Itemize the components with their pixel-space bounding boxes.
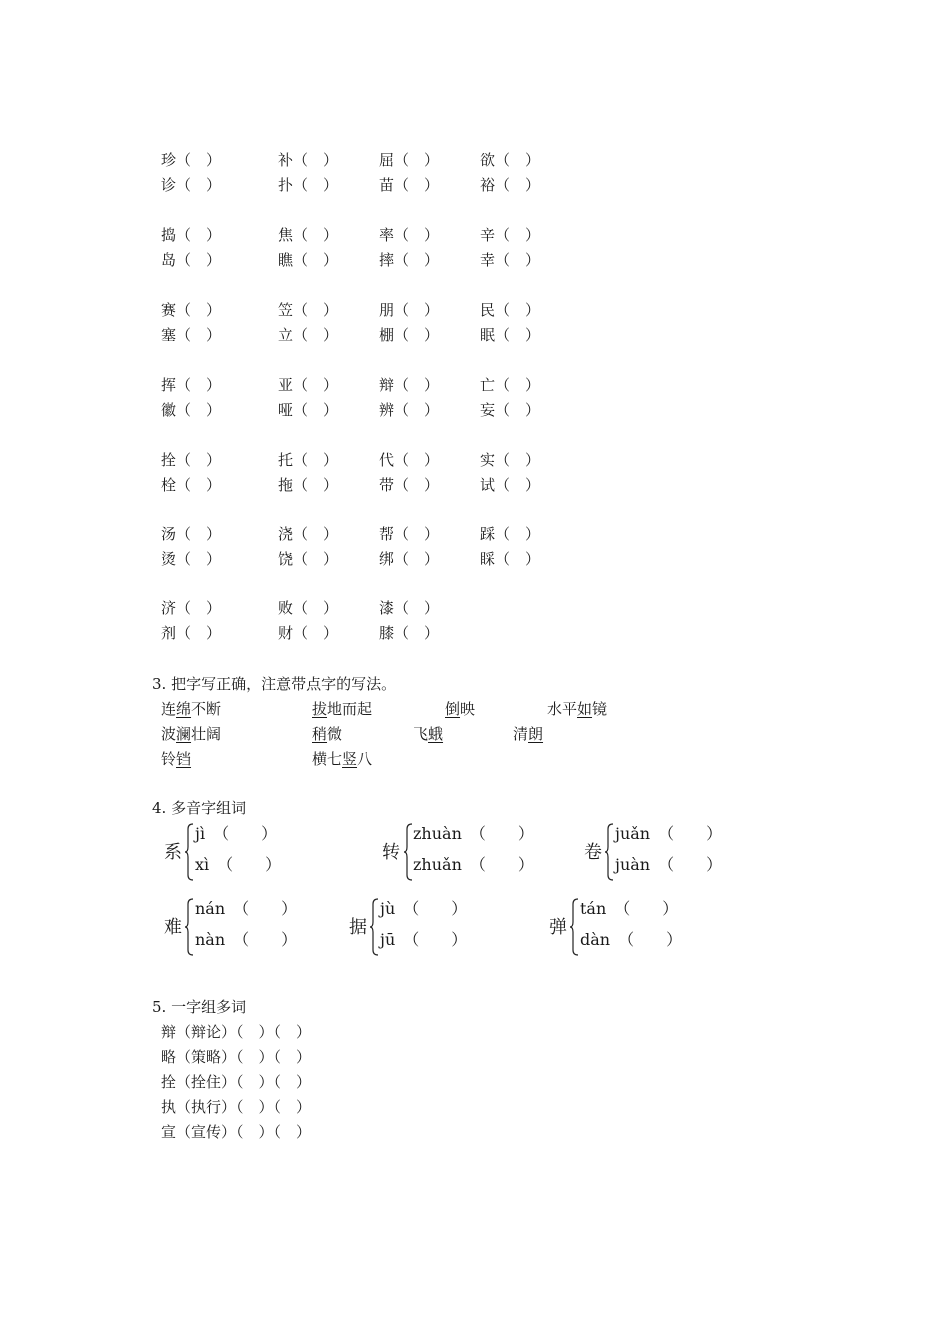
char-cell: 膝（ ）: [379, 624, 440, 642]
word-part: 清: [513, 725, 529, 743]
polyphone-char: 弹: [549, 917, 567, 938]
emphasized-char: 如: [577, 700, 593, 718]
polyphone-char: 转: [382, 842, 400, 863]
word-part: 铃: [161, 750, 177, 768]
pinyin-option: xì （ ）: [195, 855, 282, 874]
char-cell: 率（ ）: [379, 226, 440, 244]
char-cell: 焦（ ）: [278, 226, 339, 244]
char-cell: 珍（ ）: [161, 151, 222, 169]
char-cell: 补（ ）: [278, 151, 339, 169]
pinyin-option: nán （ ）: [195, 899, 298, 918]
word-item: [312, 724, 342, 744]
char-cell: 瞧（ ）: [278, 251, 339, 269]
char-cell: 挥（ ）: [161, 376, 222, 394]
char-cell: 岛（ ）: [161, 251, 222, 269]
char-cell: 笠（ ）: [278, 301, 339, 319]
word-part: 横七: [312, 750, 343, 768]
char-cell: 扑（ ）: [278, 176, 339, 194]
char-cell: 棚（ ）: [379, 326, 440, 344]
char-cell: 烫（ ）: [161, 550, 222, 568]
char-cell: 朋（ ）: [379, 301, 440, 319]
char-cell: 托（ ）: [278, 451, 339, 469]
char-cell: 立（ ）: [278, 326, 339, 344]
word-item: [161, 724, 221, 744]
word-item: [513, 724, 543, 744]
char-cell: 带（ ）: [379, 476, 440, 494]
char-cell: 济（ ）: [161, 599, 222, 617]
char-cell: 剂（ ）: [161, 624, 222, 642]
word-item: [445, 699, 475, 719]
char-cell: 拖（ ）: [278, 476, 339, 494]
char-cell: 妄（ ）: [480, 401, 541, 419]
word-group-row: 辩（辩论）（ ）（ ）: [161, 1023, 312, 1041]
emphasized-char: 拔: [312, 700, 328, 718]
char-cell: 塞（ ）: [161, 326, 222, 344]
char-cell: 拴（ ）: [161, 451, 222, 469]
char-cell: 哑（ ）: [278, 401, 339, 419]
char-cell: 眠（ ）: [480, 326, 541, 344]
pinyin-option: jū （ ）: [380, 930, 468, 949]
char-cell: 徽（ ）: [161, 401, 222, 419]
word-part: 壮阔: [191, 725, 222, 743]
pinyin-option: jù （ ）: [380, 899, 468, 918]
emphasized-char: 铛: [176, 750, 192, 768]
char-cell: 漆（ ）: [379, 599, 440, 617]
emphasized-char: 澜: [176, 725, 192, 743]
word-item: [312, 749, 372, 769]
char-cell: 汤（ ）: [161, 525, 222, 543]
word-group-row: 拴（拴住）（ ）（ ）: [161, 1073, 312, 1091]
pinyin-option: jì （ ）: [195, 824, 278, 843]
polyphone-char: 难: [164, 917, 182, 938]
char-cell: 踩（ ）: [480, 525, 541, 543]
word-part: 地而起: [327, 700, 373, 718]
emphasized-char: 竖: [342, 750, 358, 768]
pinyin-option: juàn （ ）: [615, 855, 723, 874]
word-part: 连: [161, 700, 177, 718]
char-cell: 苗（ ）: [379, 176, 440, 194]
section3-title: 3. 把字写正确，注意带点字的写法。: [152, 675, 397, 693]
char-cell: 裕（ ）: [480, 176, 541, 194]
word-part: 水平: [547, 700, 578, 718]
emphasized-char: 绵: [176, 700, 192, 718]
word-item: [161, 749, 191, 769]
emphasized-char: 朗: [528, 725, 544, 743]
char-cell: 亚（ ）: [278, 376, 339, 394]
section4-title: 4. 多音字组词: [152, 799, 247, 817]
pinyin-option: zhuǎn （ ）: [413, 855, 534, 874]
word-part: 波: [161, 725, 177, 743]
char-cell: 捣（ ）: [161, 226, 222, 244]
pinyin-option: juǎn （ ）: [615, 824, 723, 843]
char-cell: 败（ ）: [278, 599, 339, 617]
pinyin-option: dàn （ ）: [580, 930, 683, 949]
word-part: 不断: [191, 700, 222, 718]
char-cell: 幸（ ）: [480, 251, 541, 269]
char-cell: 睬（ ）: [480, 550, 541, 568]
char-cell: 代（ ）: [379, 451, 440, 469]
char-cell: 实（ ）: [480, 451, 541, 469]
char-cell: 浇（ ）: [278, 525, 339, 543]
char-cell: 财（ ）: [278, 624, 339, 642]
char-cell: 亡（ ）: [480, 376, 541, 394]
word-item: [547, 699, 607, 719]
word-part: 镜: [592, 700, 608, 718]
word-group-row: 略（策略）（ ）（ ）: [161, 1048, 312, 1066]
char-cell: 欲（ ）: [480, 151, 541, 169]
word-group-row: 宣（宣传）（ ）（ ）: [161, 1123, 312, 1141]
word-part: 飞: [413, 725, 429, 743]
word-item: [161, 699, 221, 719]
polyphone-char: 据: [349, 917, 367, 938]
polyphone-char: 卷: [584, 842, 602, 863]
char-cell: 诊（ ）: [161, 176, 222, 194]
char-cell: 屈（ ）: [379, 151, 440, 169]
emphasized-char: 蛾: [428, 725, 444, 743]
pinyin-option: zhuàn （ ）: [413, 824, 534, 843]
emphasized-char: 稍: [312, 725, 328, 743]
char-cell: 栓（ ）: [161, 476, 222, 494]
pinyin-option: nàn （ ）: [195, 930, 298, 949]
char-cell: 辛（ ）: [480, 226, 541, 244]
word-group-row: 执（执行）（ ）（ ）: [161, 1098, 312, 1116]
emphasized-char: 倒: [445, 700, 461, 718]
pinyin-option: tán （ ）: [580, 899, 679, 918]
char-cell: 饶（ ）: [278, 550, 339, 568]
char-cell: 帮（ ）: [379, 525, 440, 543]
char-cell: 摔（ ）: [379, 251, 440, 269]
word-item: [312, 699, 372, 719]
char-cell: 民（ ）: [480, 301, 541, 319]
word-part: 微: [327, 725, 343, 743]
word-part: 映: [460, 700, 476, 718]
char-cell: 绑（ ）: [379, 550, 440, 568]
polyphone-char: 系: [164, 842, 182, 863]
word-part: 八: [357, 750, 373, 768]
char-cell: 辩（ ）: [379, 376, 440, 394]
section5-title: 5. 一字组多词: [152, 998, 247, 1016]
word-item: [413, 724, 443, 744]
char-cell: 试（ ）: [480, 476, 541, 494]
char-cell: 辨（ ）: [379, 401, 440, 419]
char-cell: 赛（ ）: [161, 301, 222, 319]
